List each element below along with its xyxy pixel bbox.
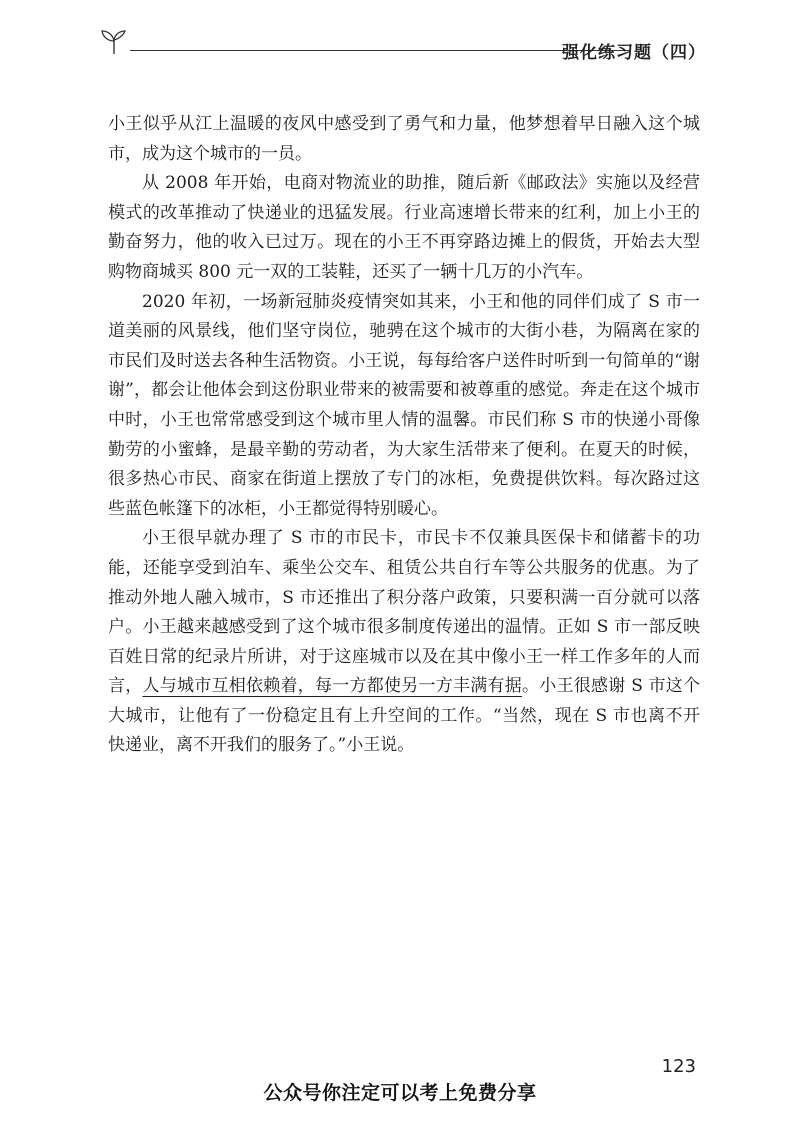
section-title: 强化练习题（四） (562, 43, 706, 63)
footer-watermark: 公众号你注定可以考上免费分享 (263, 1082, 537, 1104)
paragraph-text: 小王似乎从江上温暖的夜风中感受到了勇气和力量，他梦想着早日融入这个城市，成为这个城市的一员。 (108, 114, 700, 164)
paragraph (108, 169, 700, 287)
page-header (96, 28, 706, 68)
sprout-icon (96, 28, 132, 56)
paragraph (108, 110, 700, 169)
paragraph-text: 。小王很感谢 S 市这个大城市，让他有了一份稳定且有上升空间的工作。“当然，现在 S 市也离不开快递业，离不开我们的服务了。”小王说。 (108, 676, 701, 756)
paragraph (108, 288, 700, 525)
article-body (108, 110, 700, 761)
paragraph-text: 从 2008 年开始，电商对物流业的助推，随后新《邮政法》实施以及经营模式的改革推动了快递业的迅猛发展。行业高速增长带来的红利，加上小王的勤奋努力，他的收入已过万。现在的小王不再穿路边摊上的假货，开始去大型购物商城买 800 元一双的工装鞋，还买了一辆十几万的小汽车。 (108, 173, 700, 282)
paragraph-text: 小王很早就办理了 S 市的市民卡，市民卡不仅兼具医保卡和储蓄卡的功能，还能享受到泊车、乘坐公交车、租赁公共自行车等公共服务的优惠。为了推动外地人融入城市，S 市还推出了积分落户政策，只要积满一百分就可以落户。小王越来越感受到了这个城市很多制度传递出的温情。正如 S 市一部反映百姓日常的纪录片所讲，对于这座城市以及在其中像小王一样工作多年的人而言， (108, 528, 700, 697)
paragraph (108, 524, 700, 761)
underlined-sentence: 人与城市互相依赖着，每一方都使另一方丰满有据 (142, 676, 523, 697)
page-number: 123 (661, 1056, 696, 1077)
header-rule (130, 50, 630, 51)
paragraph-text: 2020 年初，一场新冠肺炎疫情突如其来，小王和他的同伴们成了 S 市一道美丽的风景线，他们坚守岗位，驰骋在这个城市的大街小巷，为隔离在家的市民们及时送去各种生活物资。小王说，每每给客户送件时听到一句简单的“谢谢”，都会让他体会到这份职业带来的被需要和被尊重的感觉。奔走在这个城市中时，小王也常常感受到这个城市里人情的温馨。市民们称 S 市的快递小哥像勤劳的小蜜蜂，是最辛勤的劳动者，为大家生活带来了便利。在夏天的时候，很多热心市民、商家在街道上摆放了专门的冰柜，免费提供饮料。每次路过这些蓝色帐篷下的冰柜，小王都觉得特别暖心。 (108, 291, 700, 519)
